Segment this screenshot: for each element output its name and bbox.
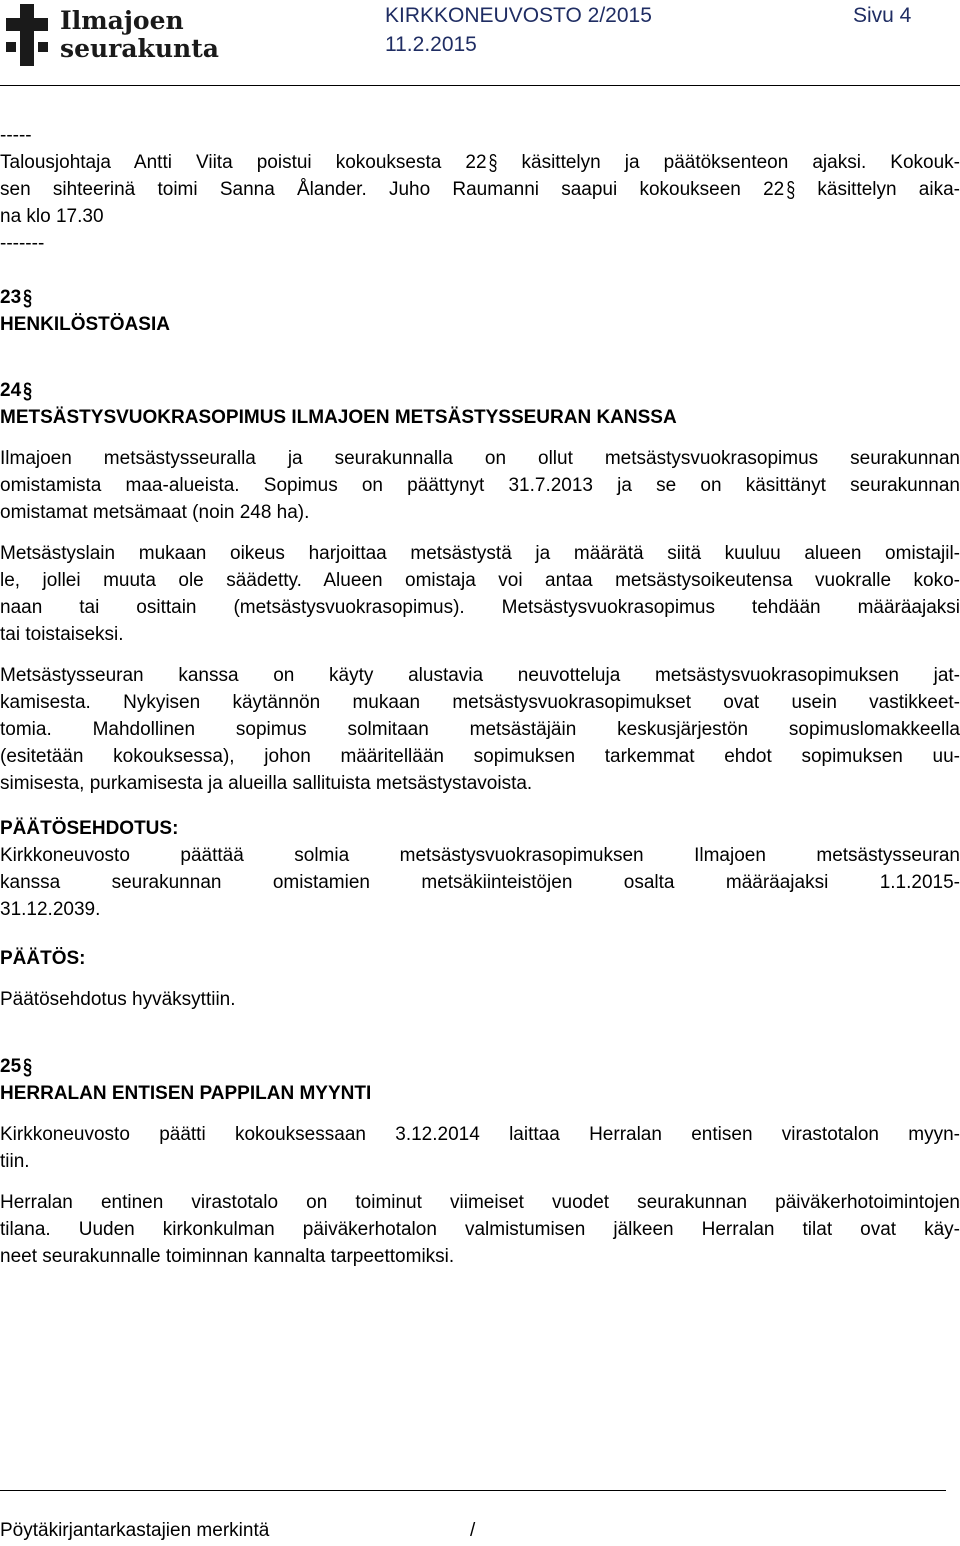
section-sign-icon: § [488,151,498,176]
paragraph-line: Ilmajoen metsästysseuralla ja seurakunnalla on ollut metsästysvuokrasopimus seurakunnan [0,448,960,469]
paragraph-line: na klo 17.30 [0,206,104,227]
paragraph-line: tomia. Mahdollinen sopimus solmitaan metsästäjäin keskusjärjestön sopimuslomakkeella [0,719,960,740]
paragraph-line: (esitetään kokouksessa), johon määritellään sopimuksen tarkemmat ehdot sopimuksen uu- [0,746,960,767]
paragraph-line: Metsästysseuran kanssa on käyty alustavia neuvotteluja metsästysvuokrasopimuksen jat- [0,665,960,686]
section-sign-icon: § [23,286,33,311]
paragraph-line: sen sihteerinä toimi Sanna Ålander. Juho Raumanni saapui kokoukseen 22 § käsittelyn aika- [0,176,960,203]
document-body [0,122,960,1270]
logo-line1: Ilmajoen [60,6,184,35]
paragraph-line: omistamat metsämaat (noin 248 ha). [0,502,310,523]
paragraph-line: Kirkkoneuvosto päättää solmia metsästysvuokrasopimuksen Ilmajoen metsästysseuran [0,845,960,866]
paragraph-line: naan tai osittain (metsästysvuokrasopimus). Metsästysvuokrasopimus tehdään määräajaksi [0,597,960,618]
paragraph-line: Talousjohtaja Antti Viita poistui kokouksesta 22 § käsittelyn ja päätöksenteon ajaksi. Kokouk- [0,149,960,176]
paragraph-line: Metsästyslain mukaan oikeus harjoittaa metsästystä ja määrätä siitä kuuluu alueen omistajil- [0,543,960,564]
page-number: Sivu 4 [853,4,912,27]
paragraph-line: tilana. Uuden kirkonkulman päiväkerhotalon valmistumisen jälkeen Herralan tilat ovat käy- [0,1219,960,1240]
paragraph-line: le, jollei muuta ole säädetty. Alueen omistaja voi antaa metsästysoikeutensa vuokralle koko- [0,570,960,591]
section-number: 25 § [0,1053,960,1080]
header-divider [0,85,960,86]
section-title: METSÄSTYSVUOKRASOPIMUS ILMAJOEN METSÄSTYSSEURAN KANSSA [0,407,677,428]
paragraph-line: simisesta, purkamisesta ja alueilla sallituista metsästystavoista. [0,773,533,794]
paragraph-line: kanssa seurakunnan omistamien metsäkiinteistöjen osalta määräajaksi 1.1.2015- [0,872,960,893]
decision-label: PÄÄTÖS: [0,948,86,969]
section-number: 23 § [0,284,960,311]
paragraph-line: 31.12.2039. [0,899,101,920]
footer-divider [0,1490,946,1491]
section-title: HERRALAN ENTISEN PAPPILAN MYYNTI [0,1083,372,1104]
footer-signature-slash: / [470,1520,476,1541]
cross-icon [6,4,48,66]
paragraph-line: neet seurakunnalle toiminnan kannalta tarpeettomiksi. [0,1246,455,1267]
section-sign-icon: § [23,1055,33,1080]
paragraph-line: tiin. [0,1151,30,1172]
paragraph-line: tai toistaiseksi. [0,624,124,645]
proposal-label: PÄÄTÖSEHDOTUS: [0,818,179,839]
section-number: 24 § [0,377,960,404]
paragraph-line: kamisesta. Nykyisen käytännön mukaan metsästysvuokrasopimukset ovat usein vastikkeet- [0,692,960,713]
document-date: 11.2.2015 [385,33,477,56]
footer-label: Pöytäkirjantarkastajien merkintä [0,1520,270,1541]
section-title: HENKILÖSTÖASIA [0,314,170,335]
section-sign-icon: § [23,379,33,404]
paragraph-line: Kirkkoneuvosto päätti kokouksessaan 3.12.2014 laittaa Herralan entisen virastotalon myyn- [0,1124,960,1145]
paragraph-line: Herralan entinen virastotalo on toiminut viimeiset vuodet seurakunnan päiväkerhotoimintojen [0,1192,960,1213]
paragraph-line: omistamista maa-alueista. Sopimus on päättynyt 31.7.2013 ja se on käsittänyt seurakunnan [0,475,960,496]
decision-text: Päätösehdotus hyväksyttiin. [0,989,236,1010]
parish-logo [4,2,240,68]
separator-dashes: ----- [0,125,32,146]
separator-dashes: ------- [0,233,45,254]
logo-line2: seurakunta [60,34,219,63]
document-title: KIRKKONEUVOSTO 2/2015 [385,4,652,27]
section-sign-icon: § [786,178,796,203]
